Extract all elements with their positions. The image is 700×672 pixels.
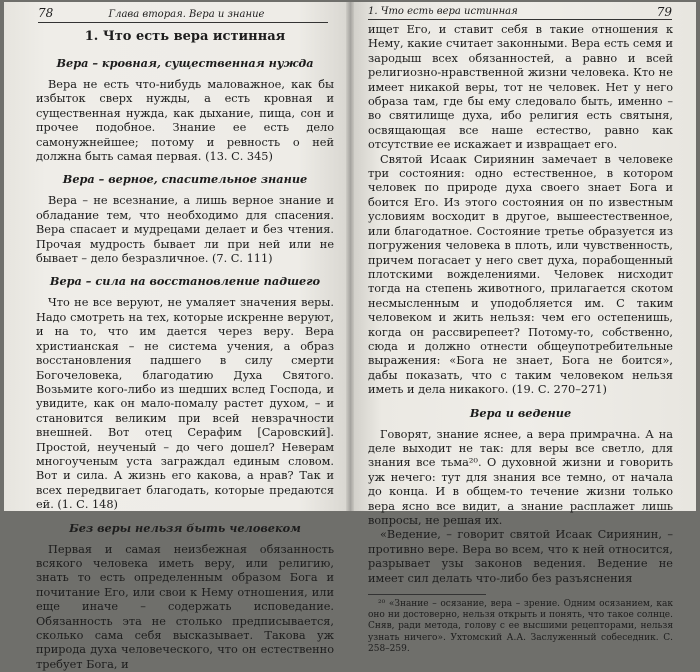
paragraph: Что не все веруют, не умаляет значения веры. Надо смотреть на тех, которые искренне веруют, и на то, что им дается через веру. Вера христианская – не система учения, а образ восстановления падшего в силу смерти Богочеловека, благодатию Духа Святого. Возьмите кого-либо из шедших вслед Господа, и увидите, как он мало-помалу растет духом, – и становится великим при всей невзрачности внешней. Вот отец Серафим [Саровский]. Простой, неученый – до чего дошел? Неверам многоученым уста заграждал единым словом. Вот и сила. А жизнь его какова, а нрав? Так и всех передвигает благодать, которые предаются ей. (1. С. 148) [36,296,334,512]
section-heading: Вера – кровная, существенная нужда [56,56,314,70]
book-gutter [346,2,354,511]
paragraph: Вера – не всезнание, а лишь верное знание и обладание тем, что необходимо для спасения. Вера спасает и мудрецами делает и без чтения. Прочая мудрость бывает ли при ней или не бывает – дело безразличное. (7. С. 111) [36,194,334,266]
chapter-title: 1. Что есть вера истинная [84,29,286,44]
paragraph: Вера не есть что-нибудь маловажное, как бы избыток сверх нужды, а есть кровная и существенная нужда, как дыхание, пища, сон и прочее подобное. Знание ее есть дело самонужнейшее; потому и ревность о ней должна быть самая первая. (13. С. 345) [36,78,334,164]
section-heading: Вера – верное, спасительное знание [62,172,308,187]
running-head [368,6,672,20]
running-head-text: Глава вторая. Вера и знание [108,9,265,20]
book-spread [4,2,696,671]
section-heading: Без веры нельзя быть человеком [69,520,301,535]
paragraph: ищет Его, и ставит себя в такие отношения к Нему, какие считает законными. Вера есть семя и зародыш всех обязанностей, а равно и всей религиозно-нравственной жизни человека. Кто не имеет никакой веры, тот не человек. Нет у него образа там, где бы ему следовало быть, именно – во святилище духа, ибо религия есть святыня, освящающая все наше естество, равно как отсутствие ее искажает и извращает его. [368,23,673,152]
page-number: 79 [656,5,672,19]
page-number: 78 [38,6,54,20]
running-head [38,6,328,23]
left-content [36,27,334,672]
section-heading: Вера и ведение [469,405,572,420]
paragraph: Святой Исаак Сириянин замечает в человеке три состояния: одно естественное, в котором человек по природе духа своего знает Бога и боится Его. Из этого состояния он по известным условиям восходит в другое, вышеестественное, или благодатное. Состояние третье образуется из погружения человека в плоть, или чувственность, причем погасает у него свет духа, порабощенный плотскими вожделениями. Человек нисходит тогда на степень животного, прилагается скотом несмысленным и уподобляется им. С таким человеком и жить нельзя: чем его остепенишь, когда он рассвирепеет? Потому-то, собственно, сюда и должно отнести общеупотребительные выражения: «Бога не знает, Бога не боится», дабы показать, что с таким человеком нельзя иметь и дела никакого. (19. С. 270–271) [368,152,673,397]
footnote: ²⁰ «Знание – осязание, вера – зрение. Одним осязанием, как оно ни достоверно, нельзя открыть и понять, что такое солнце. Сняв, ради метода, голову с ее высшими рецепторами, нельзя узнать ничего». Ухтомский А.А. Заслуженный собеседник. С. 258–259. [368,599,673,654]
paragraph: «Ведение, – говорит святой Исаак Сириянин, – противно вере. Вера во всем, что к ней относится, разрывает узы законов ведения. Ведение не имеет сил делать что-либо без разъяснения [368,528,673,585]
left-page [4,2,350,671]
paragraph: Первая и самая неизбежная обязанность всякого человека иметь веру, или религию, знать то есть определенным образом Бога и почитание Его, или свои к Нему отношения, или еще иначе – содержать исповедание. Обязанность эта не столько предписывается, сколько сама себя высказывает. Такова уж природа духа человеческого, что он естественно требует Бога, и [36,542,334,671]
right-page [350,2,696,654]
right-content [368,23,673,655]
footnote-divider [368,594,486,595]
running-head-text: 1. Что есть вера истинная [368,6,518,17]
paragraph: Говорят, знание яснее, а вера примрачна. А на деле выходит не так: для веры все светло, для знания все тьма²⁰. О духовной жизни и говорить уж нечего: тут для знания все темно, от начала до конца. И в общем-то течение жизни только вера ясно все видит, а знание расплажет лишь вопросы, не решая их. [368,427,673,527]
section-heading: Вера – сила на восстановление падшего [49,274,321,289]
